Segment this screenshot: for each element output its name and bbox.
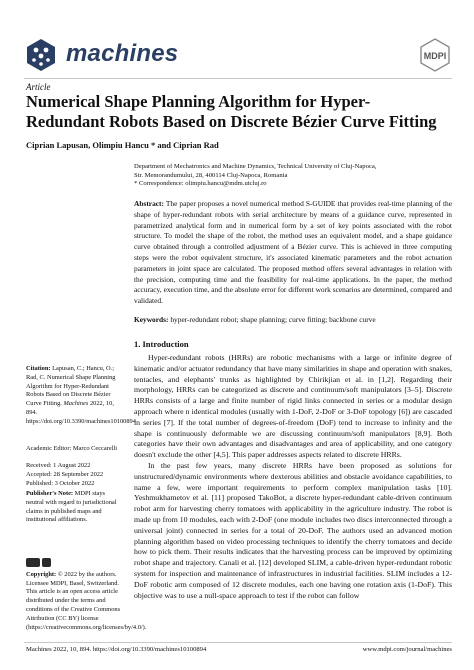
paragraph: In the past few years, many discrete HRRs have been proposed as solutions for unstructured/dynamic environments where dexterous abilities and obstacle avoidance capabilities, to name a few, were important requirements to perform complex manipulation tasks [10]. Yeshmukhametov et al. [11] proposed TakoBot, a discrete hyper-redundant cable-driven continuum robot arm for harvesting cherry tomatoes with applicability in the agriculture industry. The robot is made up from 10 modules, each with 2-DoF (one module includes two discs interconnected through a universal joint) connected in series for a total of 20-DoF. The authors used an advanced motion planning algorithm based on video processing techniques to identify the cherry tomatoes and decide how to pick them. Their results indicates that the harvesting process can be improved by optimizing robot shape and trajectory. Canali et al. [12] developed SLIM, a cable-driven hyper-redundant robotic system for inspection and maintenance of infrastructures in industrial facilities. SLIM includes a 12-DoF robotic arm composed of 12 discrete modules, each one having one rotation axis (1-DoF). This objective was to use a null-space approach to test if the robot can follow [134, 460, 452, 600]
publisher-note-text: MDPI stays neutral with regard to jurisdictional claims in published maps and institutional affiliations. [26, 490, 117, 524]
keywords-label: Keywords: [134, 315, 169, 324]
citation-doi-link[interactable]: 2022, 10, 894. https://doi.org/10.3390/machines10100894 [26, 400, 136, 425]
citation-journal: Machines [63, 400, 89, 408]
hexagon-dots-icon [24, 38, 58, 72]
paragraph: Hyper-redundant robots (HRRs) are robotic mechanisms with a large or infinite degree of kinematic and/or actuator redundancy that have many similarities in shape and operation with snakes, tentacles, and elephants' trunks as highlighted by Chirikjian et al. in [1,2]. Regarding their morphology, HRRs can be categorized as discrete and continuum/soft manipulators [3–5]. Discrete HRRs consists of a large and finite number of rigid links connected in series or a modular design approach where n identical modules (usually with 1-DoF, 2-DoF or 3-DoF topology [6]) are cascaded in series [7]. If the total number of degrees-of-freedom (DoF) tend to increase to infinity and the shape is continuously deformable we are discussing continuum/soft manipulators [8,9]. Both categories have their own advantages and disadvantages and area of applicability, and one category doesn't exclude the other [4,5]. This paper addresses aspects related to discrete HRRs. [134, 353, 452, 460]
received-date: Received: 1 August 2022 [26, 462, 91, 469]
mdpi-logo-icon [418, 38, 452, 72]
abstract-label: Abstract: [134, 199, 164, 208]
publication-dates [26, 462, 124, 488]
article-type: Article [26, 82, 51, 92]
copyright-text: © 2022 by the authors. Licensee MDPI, Basel, Switzerland. This article is an open access article distributed under the terms and conditions of the Creative Commons Attribution (CC BY) license (https://creativecommons.org/licenses/by/4.0/). [26, 570, 147, 631]
introduction-body [134, 353, 452, 601]
cc-by-icon [42, 558, 51, 567]
abstract-text: The paper proposes a novel numerical method S-GUIDE that provides real-time planning of the shape of hyper-redundant robots with serial architecture by means of a guidance curve, represented in parametrized analytical form and in numerical form by a set of key points associated with the robot structure. To model the shape of the robot, the method uses an equivalent model, and a shape guidance curve obtained through a controlled adjustment of a Bézier curve. This is achieved in three computing steps were the robot equivalent structure, it's associated kinematic parameters and the robot actuation parameters in joint space are calculated. The proposed method offers several advantages in relation with the precision, computing time and the feasibility for real-time applications. In the paper, the method accuracy, execution time, and the absolute error for different work scenarios are determined, compared and validated. [134, 199, 452, 306]
journal-name: machines [66, 40, 179, 67]
svg-text:MDPI: MDPI [423, 51, 447, 61]
citation-text: Lapusan, C.; Hancu, O.; Rad, C. Numerical Shape Planning Algorithm for Hyper-Redundant Robots Based on Discrete Bézier Curve Fitting. [26, 365, 116, 408]
author-list: Ciprian Lapusan, Olimpiu Hancu * and Ciprian Rad [26, 140, 219, 150]
publisher-note [26, 490, 124, 525]
correspondence-line: * Correspondence: olimpiu.hancu@mdm.utcluj.ro [134, 180, 267, 188]
affiliation-line: Str. Memorandumului, 28, 400114 Cluj-Napoca, Romania [134, 171, 288, 179]
academic-editor: Academic Editor: Marco Ceccarelli [26, 445, 118, 452]
footer-citation: Machines 2022, 10, 894. https://doi.org/10.3390/machines10100894 [26, 646, 207, 653]
article-title: Numerical Shape Planning Algorithm for Hyper-Redundant Robots Based on Discrete Bézier Curve Fitting [26, 92, 437, 131]
keywords-text: hyper-redundant robot; shape planning; curve fitting; backbone curve [170, 315, 376, 324]
citation-block [26, 365, 136, 427]
affiliation-line: Department of Mechatronics and Machine Dynamics, Technical University of Cluj-Napoca, [134, 163, 377, 170]
footer-divider [24, 642, 452, 643]
cc-icon [26, 558, 40, 567]
copyright-label: Copyright: [26, 570, 57, 578]
keywords [134, 315, 452, 325]
footer-journal-link[interactable]: www.mdpi.com/journal/machines [362, 646, 452, 653]
citation-label: Citation: [26, 365, 51, 372]
section-heading: 1. Introduction [134, 339, 189, 349]
journal-header [24, 38, 452, 74]
copyright-block [26, 558, 147, 632]
affiliation-block [134, 163, 452, 189]
publisher-note-label: Publisher's Note: [26, 490, 74, 497]
accepted-date: Accepted: 28 September 2022 [26, 470, 104, 478]
header-divider [24, 78, 452, 79]
abstract [134, 199, 452, 307]
cc-license-badge[interactable] [26, 558, 124, 568]
published-date: Published: 3 October 2022 [26, 479, 95, 487]
